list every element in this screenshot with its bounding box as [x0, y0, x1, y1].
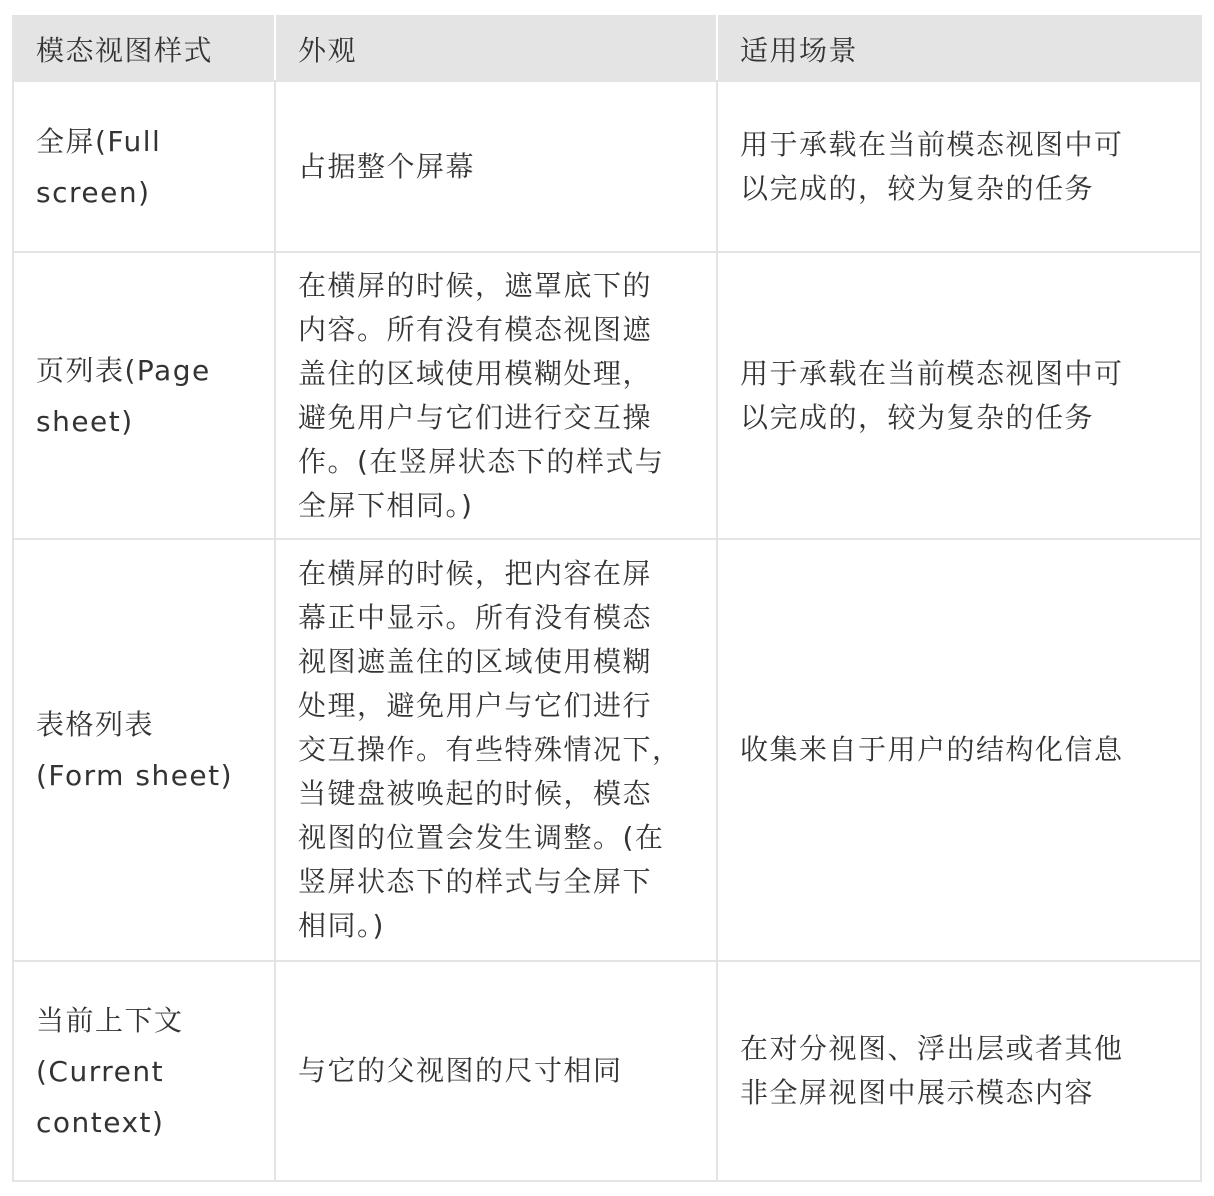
appearance-text: 在横屏的时候，遮罩底下的 内容。所有没有模态视图遮 盖住的区域使用模糊处理， 避免用户与它们进行交互操 作。(在竖屏状态下的样式与 全屏下相同。) [298, 268, 665, 522]
usage-text: 收集来自于用户的结构化信息 [740, 733, 1124, 766]
table-row [13, 252, 1201, 539]
style-text: 全屏(Full screen) [36, 124, 162, 209]
style-cell [13, 252, 275, 539]
usage-cell [717, 961, 1201, 1181]
style-cell [13, 81, 275, 252]
style-text: 当前上下文 (Current context) [36, 1003, 184, 1139]
appearance-cell [275, 252, 717, 539]
header-appearance: 外观 [275, 16, 717, 81]
usage-cell [717, 252, 1201, 539]
modal-view-styles-table [12, 15, 1202, 1182]
style-text: 页列表(Page sheet) [36, 353, 211, 438]
table-row [13, 961, 1201, 1181]
usage-text: 用于承载在当前模态视图中可 以完成的，较为复杂的任务 [740, 356, 1124, 434]
appearance-text: 与它的父视图的尺寸相同 [298, 1054, 623, 1087]
appearance-text: 在横屏的时候，把内容在屏 幕正中显示。所有没有模态 视图遮盖住的区域使用模糊 处理，避免用户与它们进行 交互操作。有些特殊情况下， 当键盘被唤起的时候，模态 视图的位置会发生调整。(在 竖屏状态下的样式与全屏下 相同。) [298, 557, 682, 942]
table-row [13, 81, 1201, 252]
usage-text: 用于承载在当前模态视图中可 以完成的，较为复杂的任务 [740, 127, 1124, 205]
header-modal-view-style: 模态视图样式 [13, 16, 275, 81]
appearance-cell [275, 539, 717, 961]
header-row [13, 16, 1201, 81]
table-header [13, 16, 1201, 81]
modal-view-styles-table-container [12, 15, 1200, 1182]
style-cell [13, 961, 275, 1181]
header-usage-scenario: 适用场景 [717, 16, 1201, 81]
usage-cell [717, 539, 1201, 961]
table-row [13, 539, 1201, 961]
appearance-text: 占据整个屏幕 [298, 149, 476, 183]
style-cell [13, 539, 275, 961]
usage-text: 在对分视图、浮出层或者其他 非全屏视图中展示模态内容 [740, 1032, 1124, 1109]
style-text: 表格列表 (Form sheet) [36, 708, 234, 792]
table-body [13, 81, 1201, 1181]
appearance-cell [275, 961, 717, 1181]
appearance-cell [275, 81, 717, 252]
usage-cell [717, 81, 1201, 252]
